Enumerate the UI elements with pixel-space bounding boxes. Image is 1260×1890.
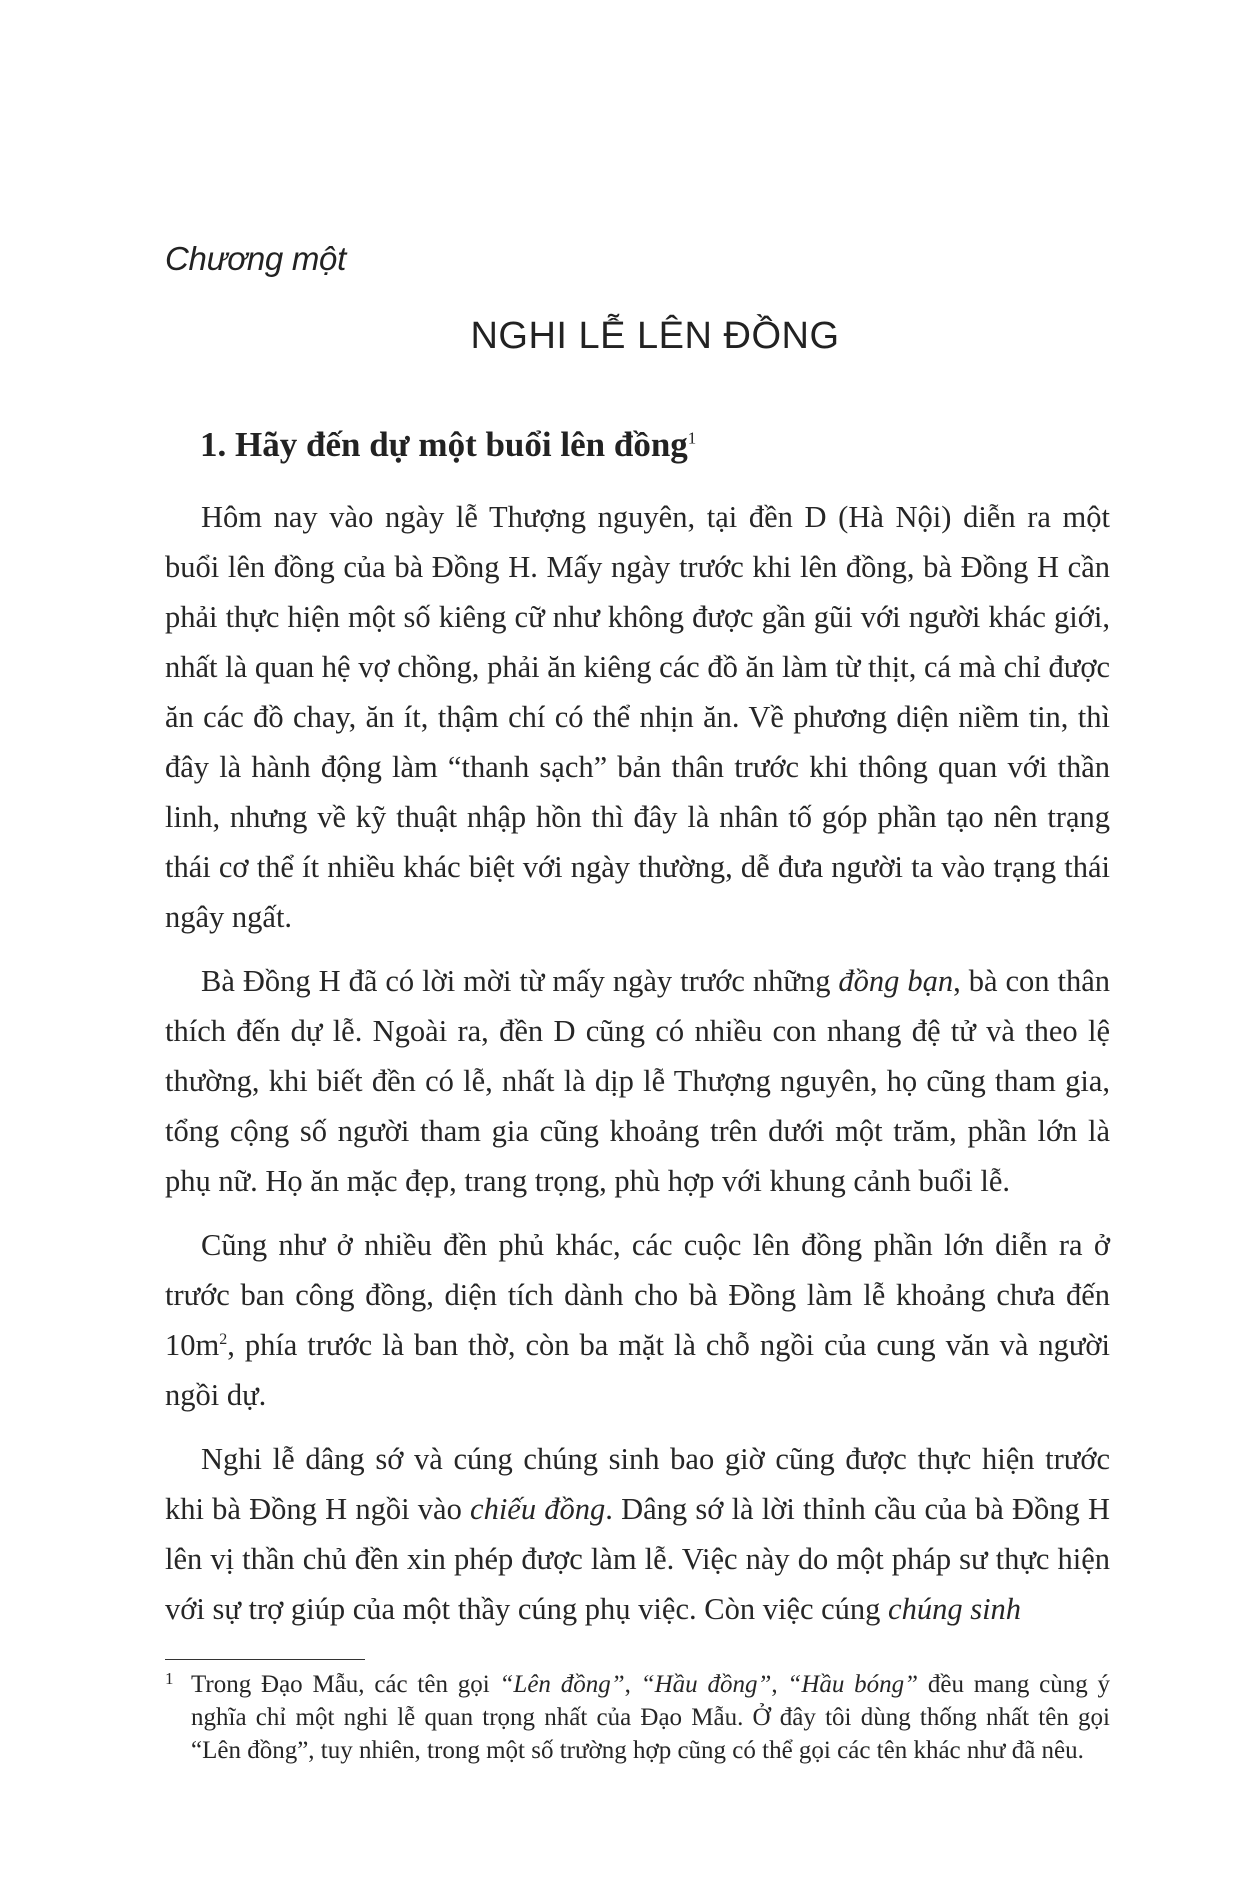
paragraph-3-superscript: 2 bbox=[219, 1330, 228, 1348]
paragraph-2 bbox=[165, 956, 1110, 1206]
paragraph-3 bbox=[165, 1220, 1110, 1420]
footnote bbox=[165, 1668, 1110, 1767]
footnote-term-hau-bong: “Hầu bóng” bbox=[787, 1671, 919, 1698]
footnote-separator bbox=[165, 1659, 365, 1660]
paragraph-4-emphasis-1: chiếu đồng bbox=[470, 1492, 606, 1526]
paragraph-3-part-b: , phía trước là ban thờ, còn ba mặt là chỗ ngồi của cung văn và người ngồi dự. bbox=[165, 1328, 1110, 1412]
footnote-term-hau-dong: “Hầu đồng” bbox=[640, 1671, 772, 1698]
footnote-marker: 1 bbox=[165, 1669, 174, 1688]
chapter-title: NGHI LỄ LÊN ĐỒNG bbox=[470, 315, 840, 357]
chapter-label: Chương một bbox=[165, 240, 346, 277]
paragraph-2-part-a: Bà Đồng H đã có lời mời từ mấy ngày trước những bbox=[201, 964, 839, 998]
section-heading-text: 1. Hãy đến dự một buổi lên đồng bbox=[200, 425, 688, 464]
footnote-term-len-dong: “Lên đồng” bbox=[499, 1671, 625, 1698]
body-text bbox=[165, 492, 1110, 1648]
footnote-text bbox=[165, 1668, 1110, 1767]
footnote-part: , bbox=[624, 1671, 641, 1698]
paragraph-4 bbox=[165, 1434, 1110, 1634]
footnote-part: , bbox=[771, 1671, 788, 1698]
paragraph-4-part-b: . Dâng sớ là lời thỉnh cầu của bà Đồng H lên vị thần chủ đền xin phép được làm lễ. Việc này do một pháp sư thực hiện với sự trợ giúp của một thầy cúng phụ việc. Còn việc cúng bbox=[165, 1492, 1110, 1626]
paragraph-4-emphasis-2: chúng sinh bbox=[888, 1592, 1022, 1626]
footnote-reference: 1 bbox=[687, 428, 697, 448]
paragraph-2-part-b: , bà con thân thích đến dự lễ. Ngoài ra, đền D cũng có nhiều con nhang đệ tử và theo lệ thường, khi biết đền có lễ, nhất là dịp lễ Thượng nguyên, họ cũng tham gia, tổng cộng số người tham gia cũng khoảng trên dưới một trăm, phần lớn là phụ nữ. Họ ăn mặc đẹp, trang trọng, phù hợp với khung cảnh buổi lễ. bbox=[165, 964, 1110, 1198]
footnote-part: Trong Đạo Mẫu, các tên gọi bbox=[191, 1671, 500, 1698]
section-heading bbox=[200, 425, 696, 465]
paragraph-3-part-a: Cũng như ở nhiều đền phủ khác, các cuộc lên đồng phần lớn diễn ra ở trước ban công đồng, diện tích dành cho bà Đồng làm lễ khoảng chưa đến 10m bbox=[165, 1228, 1110, 1362]
paragraph-4-part-a: Nghi lễ dâng sớ và cúng chúng sinh bao giờ cũng được thực hiện trước khi bà Đồng H ngồi vào bbox=[165, 1442, 1110, 1526]
footnote-part: đều mang cùng ý nghĩa chỉ một nghi lễ quan trọng nhất của Đạo Mẫu. Ở đây tôi dùng thống nhất tên gọi “Lên đồng”, tuy nhiên, trong một số trường hợp cũng có thể gọi các tên khác như đã nêu. bbox=[191, 1671, 1111, 1764]
paragraph-2-emphasis: đồng bạn bbox=[838, 964, 954, 998]
paragraph-1: Hôm nay vào ngày lễ Thượng nguyên, tại đền D (Hà Nội) diễn ra một buổi lên đồng của bà Đồng H. Mấy ngày trước khi lên đồng, bà Đồng H cần phải thực hiện một số kiêng cữ như không được gần gũi với người khác giới, nhất là quan hệ vợ chồng, phải ăn kiêng các đồ ăn làm từ thịt, cá mà chỉ được ăn các đồ chay, ăn ít, thậm chí có thể nhịn ăn. Về phương diện niềm tin, thì đây là hành động làm “thanh sạch” bản thân trước khi thông quan với thần linh, nhưng về kỹ thuật nhập hồn thì đây là nhân tố góp phần tạo nên trạng thái cơ thể ít nhiều khác biệt với ngày thường, dễ đưa người ta vào trạng thái ngây ngất. bbox=[165, 500, 1110, 934]
